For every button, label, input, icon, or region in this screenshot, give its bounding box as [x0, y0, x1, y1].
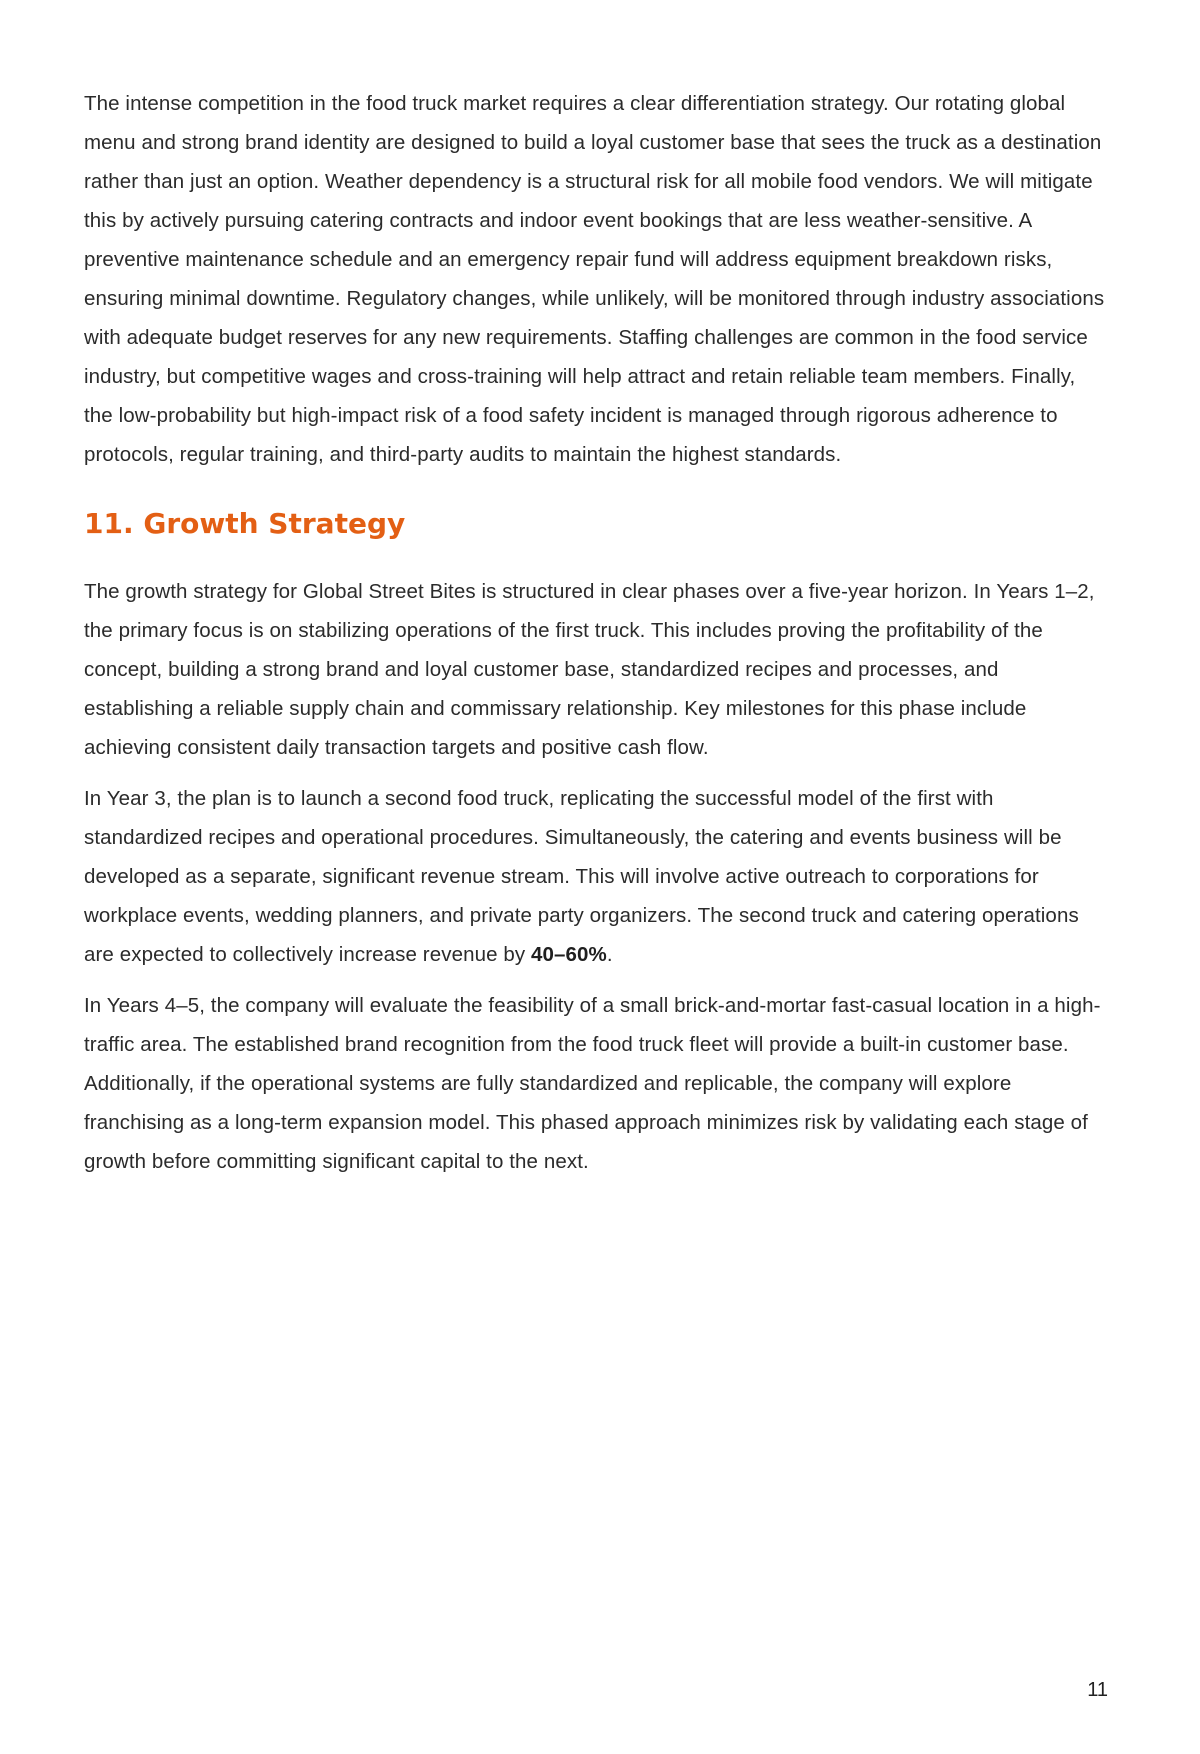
paragraph-2-ending: .	[606, 943, 613, 966]
growth-strategy-paragraph-1: The growth strategy for Global Street Bites is structured in clear phases over a five-year horizon. In Years 1–2, the primary focus is on stabilizing operations of the first truck. This includes proving the profitability of the concept, building a strong brand and loyal customer base, standardized recipes and processes, and establishing a reliable supply chain and commissary relationship. Key milestones for this phase include achieving consistent daily transaction targets and positive cash flow.	[84, 580, 1095, 759]
growth-strategy-paragraph-2	[84, 779, 1108, 974]
section-heading: 11. Growth Strategy	[84, 507, 406, 540]
growth-strategy-paragraph-3: In Years 4–5, the company will evaluate the feasibility of a small brick-and-mortar fast-casual location in a high-traffic area. The established brand recognition from the food truck fleet will provide a built-in customer base. Additionally, if the operational systems are fully standardized and replicable, the company will explore franchising as a long-term expansion model. This phased approach minimizes risk by validating each stage of growth before committing significant capital to the next.	[84, 994, 1101, 1173]
document-page	[84, 84, 1108, 1193]
risk-mitigation-paragraph: The intense competition in the food truck market requires a clear differentiation strategy. Our rotating global menu and strong brand identity are designed to build a loyal customer base that sees the truck as a destination rather than just an option. Weather dependency is a structural risk for all mobile food vendors. We will mitigate this by actively pursuing catering contracts and indoor event bookings that are less weather-sensitive. A preventive maintenance schedule and an emergency repair fund will address equipment breakdown risks, ensuring minimal downtime. Regulatory changes, while unlikely, will be monitored through industry associations with adequate budget reserves for any new requirements. Staffing challenges are common in the food service industry, but competitive wages and cross-training will help attract and retain reliable team members. Finally, the low-probability but high-impact risk of a food safety incident is managed through rigorous adherence to protocols, regular training, and third-party audits to maintain the highest standards.	[84, 92, 1105, 466]
revenue-growth-percentage: 40–60%	[531, 943, 607, 966]
page-number: 11	[1087, 1679, 1108, 1701]
paragraph-2-text: In Year 3, the plan is to launch a second food truck, replicating the successful model of the first with standardized recipes and operational procedures. Simultaneously, the catering and events business will be developed as a separate, significant revenue stream. This will involve active outreach to corporations for workplace events, wedding planners, and private party organizers. The second truck and catering operations are expected to collectively increase revenue by	[84, 787, 1079, 966]
